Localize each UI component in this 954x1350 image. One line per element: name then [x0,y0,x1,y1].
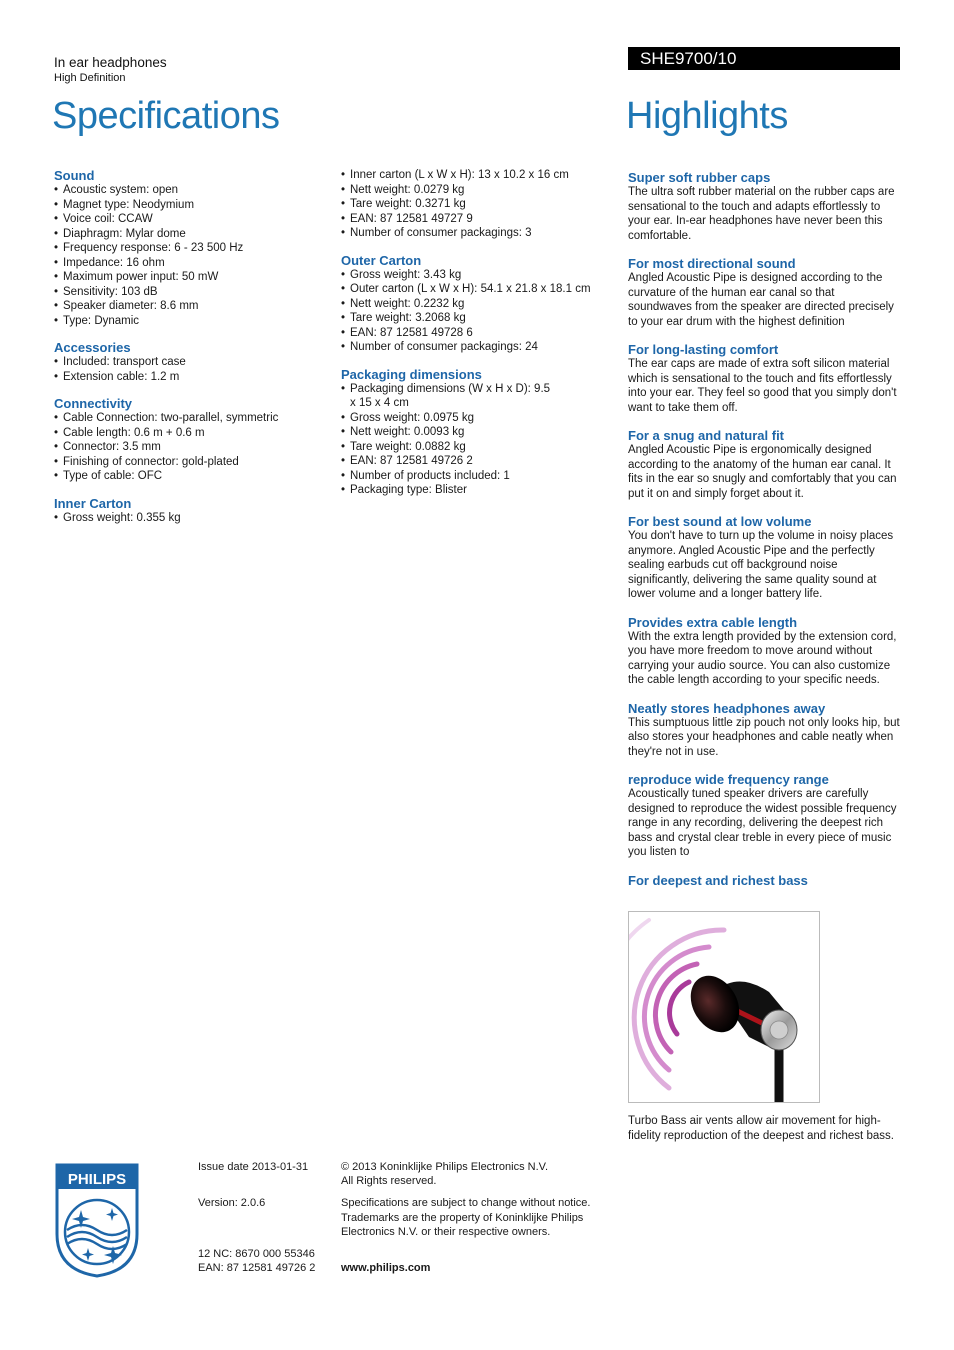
earphone-image [628,911,820,1103]
spec-item: • Cable Connection: two-parallel, symmetric [54,411,324,426]
twelve-nc: 12 NC: 8670 000 55346 [198,1248,315,1260]
highlight-body: The ultra soft rubber material on the rubber caps are sensational to the touch and adapts effortlessly to your ear. In-ear headphones have never been this comfortable. [628,186,895,242]
highlight-body: Angled Acoustic Pipe is designed according to the curvature of the human ear canal so that soundwaves from the speaker are directed precisely to your ear drum with the highest definition [628,272,894,328]
highlight-item [628,514,900,602]
spec-section-connectivity [54,396,324,484]
spec-section-title: Sound [54,168,95,183]
product-subtitle: High Definition [54,72,126,84]
spec-item: • Tare weight: 3.2068 kg [341,311,611,326]
specs-column-1 [54,168,324,525]
version: Version: 2.0.6 [198,1197,266,1209]
highlight-title: For a snug and natural fit [628,428,785,443]
highlight-item [628,701,900,760]
product-category: In ear headphones [54,55,167,70]
spec-item: • Connector: 3.5 mm [54,440,324,455]
spec-item: • Acoustic system: open [54,183,324,198]
copyright: © 2013 Koninklijke Philips Electronics N.V. [341,1161,549,1173]
disclaimer: Specifications are subject to change without notice. Trademarks are the property of Koninklijke Philips Electronics N.V. or their respective owners. [341,1197,591,1238]
highlight-body: With the extra length provided by the extension cord, you have more freedom to move around without carrying your audio source. You can also customize the cable length according to your specific needs. [628,630,897,686]
spec-item: • Diaphragm: Mylar dome [54,227,324,242]
spec-item: • EAN: 87 12581 49726 2 [341,454,611,469]
spec-section-outer-carton [341,253,611,355]
highlight-title: For best sound at low volume [628,514,812,529]
rights: All Rights reserved. [341,1175,437,1187]
spec-item: • Frequency response: 6 - 23 500 Hz [54,241,324,256]
highlight-body: The ear caps are made of extra soft silicon material which is sensational to the touch and fits effortlessly into your ear. They feel so good that you simply don't want to take them off. [628,358,897,414]
specs-column-2 [341,168,611,498]
specifications-title: Specifications [52,95,280,137]
spec-item: • Gross weight: 3.43 kg [341,268,611,283]
issue-date: Issue date 2013-01-31 [198,1161,309,1173]
spec-item: • Magnet type: Neodymium [54,198,324,213]
highlight-item [628,342,900,415]
highlight-item [628,170,900,243]
spec-item: • Number of products included: 1 [341,469,611,484]
highlights-column [628,170,900,888]
spec-item: • Nett weight: 0.2232 kg [341,297,611,312]
highlight-title: For deepest and richest bass [628,872,808,888]
spec-item: • Type of cable: OFC [54,469,324,484]
highlights-title: Highlights [626,95,788,137]
spec-item: • Type: Dynamic [54,314,324,329]
inner-carton-continued [341,168,611,241]
earphone-illustration [629,912,819,1102]
spec-section-inner-carton [54,496,324,526]
highlight-title: reproduce wide frequency range [628,772,829,787]
spec-item: • Inner carton (L x W x H): 13 x 10.2 x 16 cm [341,168,611,183]
spec-item: • Nett weight: 0.0093 kg [341,425,611,440]
spec-section-title: Accessories [54,340,131,355]
ean-code: EAN: 87 12581 49726 2 [198,1262,316,1274]
spec-item: • Tare weight: 0.0882 kg [341,440,611,455]
website-link[interactable]: www.philips.com [341,1262,431,1274]
highlight-body: Angled Acoustic Pipe is ergonomically designed according to the anatomy of the human ear canal. It fits in the ear so snugly and comfortably that you can put it on and simply forget about it. [628,444,897,500]
highlight-item [628,873,900,888]
highlight-item [628,428,900,501]
philips-logo-icon [54,1162,140,1278]
image-caption: Turbo Bass air vents allow air movement for high-fidelity reproduction of the deepest and richest bass. [628,1115,894,1142]
spec-item: • Number of consumer packagings: 3 [341,226,611,241]
spec-item: • Tare weight: 0.3271 kg [341,197,611,212]
spec-item: • Cable length: 0.6 m + 0.6 m [54,426,324,441]
spec-item: • Speaker diameter: 8.6 mm [54,299,324,314]
highlight-title: For long-lasting comfort [628,342,779,357]
spec-section-packaging-dimensions [341,367,611,498]
spec-item: • Nett weight: 0.0279 kg [341,183,611,198]
spec-section-title: Inner Carton [54,495,132,511]
spec-item: • Voice coil: CCAW [54,212,324,227]
philips-wordmark: PHILIPS [67,1171,127,1188]
highlight-title: For most directional sound [628,256,796,271]
spec-item: • Packaging type: Blister [341,483,611,498]
spec-section-title: Connectivity [54,396,133,411]
model-number: SHE9700/10 [640,49,737,68]
highlight-title: Provides extra cable length [628,614,798,630]
spec-item: • Included: transport case [54,355,324,370]
highlight-title: Neatly stores headphones away [628,700,826,716]
spec-item: • Sensitivity: 103 dB [54,285,324,300]
philips-shield-logo [54,1162,140,1278]
highlight-body: You don't have to turn up the volume in noisy places anymore. Angled Acoustic Pipe and the perfectly sealing earbuds cut off background noise significantly, delivering the same quality sound at lower volume and a longer battery life. [628,530,894,600]
spec-item: • Outer carton (L x W x H): 54.1 x 21.8 x 18.1 cm [341,282,611,297]
spec-section-title: Outer Carton [341,252,422,268]
highlight-body: This sumptuous little zip pouch not only looks hip, but also stores your headphones and cable neatly when they're not in use. [628,716,900,758]
spec-item: • Impedance: 16 ohm [54,256,324,271]
highlight-body: Acoustically tuned speaker drivers are carefully designed to reproduce the widest possible frequency range in any recording, delivering the deepest rich bass and crystal clear treble in every piece of music you listen to [628,788,897,858]
spec-section-sound [54,168,324,328]
highlight-item [628,772,900,860]
highlight-item [628,615,900,688]
highlight-title: Super soft rubber caps [628,170,771,185]
spec-item: • Gross weight: 0.0975 kg [341,411,611,426]
spec-item: • Extension cable: 1.2 m [54,370,324,385]
spec-item: • Number of consumer packagings: 24 [341,340,611,355]
spec-item: • Finishing of connector: gold-plated [54,455,324,470]
spec-item: • EAN: 87 12581 49727 9 [341,212,611,227]
spec-item: • Maximum power input: 50 mW [54,270,324,285]
model-number-bar [628,47,900,70]
spec-item: • Packaging dimensions (W x H x D): 9.5 x 15 x 4 cm [341,382,551,411]
spec-item: • EAN: 87 12581 49728 6 [341,326,611,341]
spec-section-title: Packaging dimensions [341,366,482,382]
highlight-item [628,256,900,329]
spec-section-accessories [54,340,324,384]
spec-item: • Gross weight: 0.355 kg [54,511,324,526]
